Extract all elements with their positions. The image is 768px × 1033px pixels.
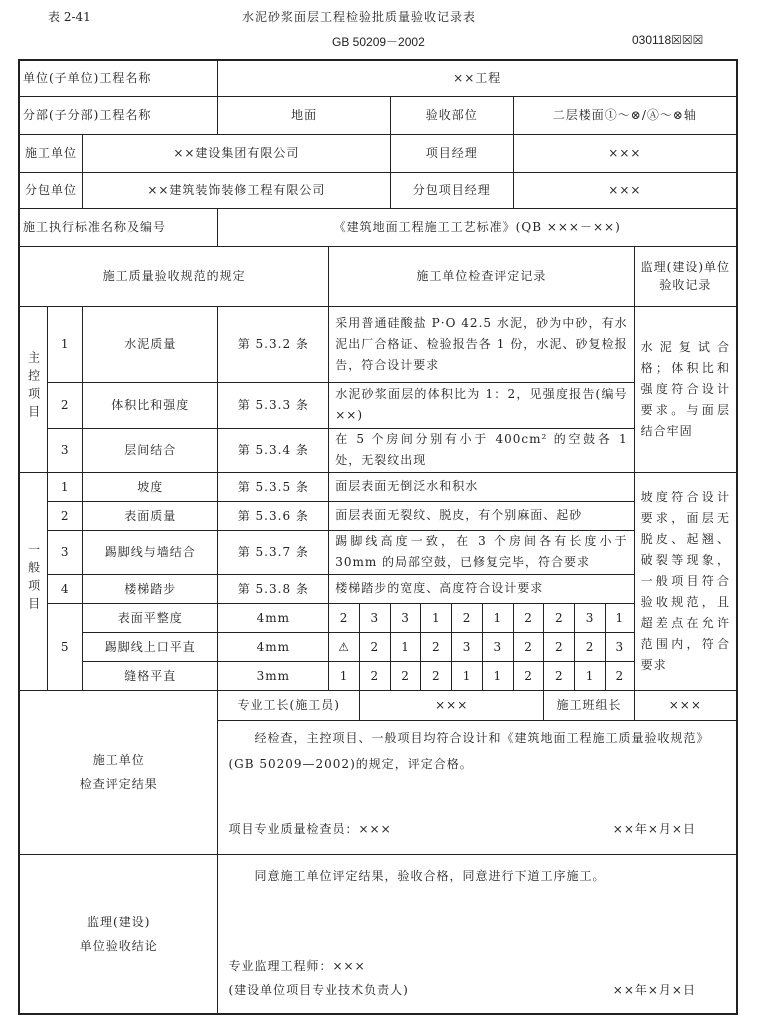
mc-no: 2: [48, 382, 83, 428]
supervisor-result-text: 同意施工单位评定结果，验收合格，同意进行下道工序施工。: [254, 868, 606, 883]
gi-clause: 第 5.3.6 条: [218, 501, 329, 530]
measure-cell: 2: [452, 603, 483, 632]
part-value: 二层楼面①～⊗/Ⓐ～⊗轴: [513, 96, 737, 134]
foreman-value: ×××: [359, 690, 544, 720]
measure-cell: 1: [482, 661, 513, 690]
team-label: 施工班组长: [544, 690, 634, 720]
main-control-label: 主控项目: [26, 350, 41, 423]
measure-cell: 2: [421, 632, 452, 661]
spec-header: 施工质量验收规范的规定: [19, 246, 329, 306]
team-value: ×××: [634, 690, 737, 720]
measure-cell: 2: [544, 661, 575, 690]
gi5-name: 表面平整度: [83, 603, 218, 632]
measure-cell: 3: [390, 603, 421, 632]
gi-clause: 第 5.3.7 条: [218, 530, 329, 574]
standard-code: GB 50209－2002: [332, 35, 425, 49]
pm-label: 项目经理: [390, 134, 513, 172]
contractor-value: ××建设集团有限公司: [83, 134, 391, 172]
supervisor-date: ××年×月×日: [612, 983, 696, 997]
contractor-result-label-2: 检查评定结果: [79, 777, 158, 791]
mc-record: 采用普通硅酸盐 P·O 42.5 水泥，砂为中砂，有水泥出厂合格证、检验报告各 1 份，水泥、砂复检报告，符合设计要求: [329, 306, 634, 382]
measure-cell: 1: [390, 632, 421, 661]
measure-cell: 2: [359, 632, 390, 661]
measure-cell: 3: [452, 632, 483, 661]
measure-cell: 1: [605, 603, 634, 632]
measure-cell: 3: [575, 603, 606, 632]
supervisor-header: 监理(建设)单位验收记录: [634, 246, 737, 306]
general-label: 一般项目: [26, 542, 41, 615]
gi-supervisor: 坡度符合设计要求，面层无脱皮、起翘、破裂等现象，一般项目符合验收规范，且超差点在允许范围内，符合要求: [634, 472, 737, 690]
measure-cell: 2: [513, 661, 544, 690]
gi5-limit: 4mm: [218, 603, 329, 632]
measure-cell: 1: [421, 603, 452, 632]
supervisor-result-box: [218, 854, 737, 1014]
sub-label: 分包单位: [19, 172, 83, 208]
mc-no: 1: [48, 306, 83, 382]
inspection-record-table: [18, 59, 738, 1015]
gi5-name: 踢脚线上口平直: [83, 632, 218, 661]
check-header: 施工单位检查评定记录: [329, 246, 634, 306]
gi-clause: 第 5.3.5 条: [218, 472, 329, 501]
gi-record: 楼梯踏步的宽度、高度符合设计要求: [329, 574, 634, 603]
measure-cell: ⚠: [329, 632, 360, 661]
measure-cell: 1: [329, 661, 360, 690]
gi-no: 3: [48, 530, 83, 574]
mc-clause: 第 5.3.3 条: [218, 382, 329, 428]
measure-cell: 3: [482, 632, 513, 661]
mc-record: 在 5 个房间分别有小于 400cm² 的空鼓各 1 处，无裂纹出现: [329, 428, 634, 472]
gi-name: 坡度: [83, 472, 218, 501]
gi-record: 面层表面无裂纹、脱皮，有个别麻面、起砂: [329, 501, 634, 530]
measure-cell: 1: [575, 661, 606, 690]
gi-no: 2: [48, 501, 83, 530]
mc-name: 层间结合: [83, 428, 218, 472]
contractor-result-text: 经检查，主控项目、一般项目均符合设计和《建筑地面工程施工质量验收规范》(GB 50209—2002)的规定，评定合格。: [228, 730, 710, 771]
measure-cell: 2: [359, 661, 390, 690]
engineer: 专业监理工程师：×××: [228, 959, 366, 973]
gi-name: 楼梯踏步: [83, 574, 218, 603]
measure-cell: 1: [452, 661, 483, 690]
gi-name: 表面质量: [83, 501, 218, 530]
measure-cell: 2: [390, 661, 421, 690]
supervisor-result-label-2: 单位验收结论: [79, 938, 158, 953]
measure-cell: 2: [575, 632, 606, 661]
gi-no: 1: [48, 472, 83, 501]
std-value: 《建筑地面工程施工工艺标准》(QB ×××－××): [218, 208, 737, 246]
gi-no: 4: [48, 574, 83, 603]
foreman-label: 专业工长(施工员): [218, 690, 360, 720]
contractor-result-label-1: 施工单位: [92, 753, 145, 767]
supervisor-result-label-1: 监理(建设): [87, 914, 151, 929]
form-code: 030118☒☒☒: [632, 33, 704, 47]
mc-clause: 第 5.3.2 条: [218, 306, 329, 382]
project-label: 单位(子单位)工程名称: [19, 60, 218, 96]
contractor-result-box: [218, 720, 737, 854]
gi5-name: 缝格平直: [83, 661, 218, 690]
subproject-label: 分部(子分部)工程名称: [19, 96, 218, 134]
measure-cell: 2: [421, 661, 452, 690]
gi-no: 5: [48, 603, 83, 690]
page-title: 水泥砂浆面层工程检验批质量验收记录表: [242, 10, 477, 24]
mc-clause: 第 5.3.4 条: [218, 428, 329, 472]
contractor-label: 施工单位: [19, 134, 83, 172]
table-number: 表 2-41: [48, 10, 91, 24]
gi-record: 踢脚线高度一致，在 3 个房间各有长度小于 30mm 的局部空鼓，已修复完毕，符合要求: [329, 530, 634, 574]
measure-cell: 1: [482, 603, 513, 632]
gi-name: 踢脚线与墙结合: [83, 530, 218, 574]
measure-cell: 2: [544, 603, 575, 632]
measure-cell: 2: [544, 632, 575, 661]
contractor-date: ××年×月×日: [612, 821, 696, 836]
mc-name: 水泥质量: [83, 306, 218, 382]
mc-record: 水泥砂浆面层的体积比为 1：2，见强度报告(编号××): [329, 382, 634, 428]
measure-cell: 2: [605, 661, 634, 690]
sub-value: ××建筑装饰装修工程有限公司: [83, 172, 391, 208]
measure-cell: 2: [513, 632, 544, 661]
inspector: 项目专业质量检查员：×××: [228, 821, 392, 836]
mc-supervisor: 水泥复试合格；体积比和强度符合设计要求。与面层结合牢固: [634, 306, 737, 472]
contractor-result-label: [19, 690, 218, 854]
measure-cell: 3: [605, 632, 634, 661]
project-value: ××工程: [218, 60, 737, 96]
subproject-value: 地面: [218, 96, 390, 134]
measure-cell: 2: [329, 603, 360, 632]
part-label: 验收部位: [390, 96, 513, 134]
gi5-limit: 3mm: [218, 661, 329, 690]
gi-clause: 第 5.3.8 条: [218, 574, 329, 603]
std-label: 施工执行标准名称及编号: [19, 208, 218, 246]
mc-no: 3: [48, 428, 83, 472]
sub-pm-value: ×××: [513, 172, 737, 208]
owner-note: (建设单位项目专业技术负责人): [228, 983, 409, 997]
measure-cell: 2: [513, 603, 544, 632]
gi5-limit: 4mm: [218, 632, 329, 661]
supervisor-result-label: [19, 854, 218, 1014]
measure-cell: 3: [359, 603, 390, 632]
mc-name: 体积比和强度: [83, 382, 218, 428]
gi-record: 面层表面无倒泛水和积水: [329, 472, 634, 501]
pm-value: ×××: [513, 134, 737, 172]
sub-pm-label: 分包项目经理: [390, 172, 513, 208]
